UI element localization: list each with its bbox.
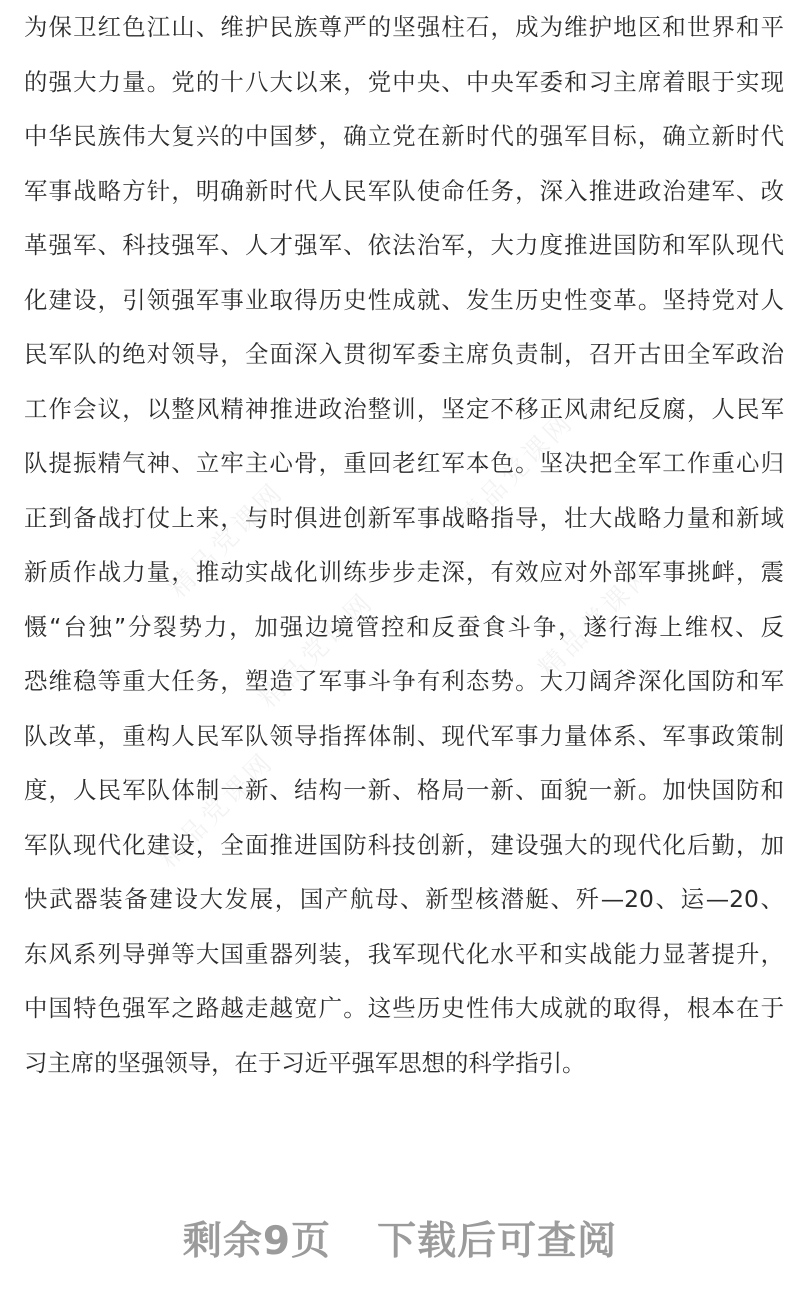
watermark: 精品党课网 (163, 476, 291, 604)
text-line: 工作会议，以整风精神推进政治整训，坚定不移正风肃纪反腐，人民军 (24, 394, 784, 423)
text-line: 队提振精气神、立牢主心骨，重回老红军本色。坚决把全军工作重心归 (24, 449, 784, 477)
text-line: 军队现代化建设，全面推进国防科技创新，建设强大的现代化后勤，加 (24, 830, 784, 859)
download-to-view-label[interactable]: 下载后可查阅 (377, 1219, 618, 1264)
watermark: 精品党课网 (533, 556, 661, 684)
text-line: 革强军、科技强军、人才强军、依法治军，大力度推进国防和军队现代 (24, 231, 784, 259)
text-line: 中华民族伟大复兴的中国梦，确立党在新时代的强军目标，确立新时代 (24, 122, 784, 150)
text-line: 快武器装备建设大发展，国产航母、新型核潜艇、歼—20、运—20、 (24, 885, 784, 913)
text-line: 化建设，引领强军事业取得历史性成就、发生历史性变革。坚持党对人 (24, 285, 784, 314)
watermark: 精品党课网 (153, 746, 281, 874)
text-line: 为保卫红色江山、维护民族尊严的坚强柱石，成为维护地区和世界和平 (24, 13, 784, 41)
watermark: 精品党课网 (253, 586, 381, 714)
text-line: 队改革，重构人民军队领导指挥体制、现代军事力量体系、军事政策制 (24, 721, 784, 750)
text-line: 的强大力量。党的十八大以来，党中央、中央军委和习主席着眼于实现 (24, 67, 784, 96)
text-line: 正到备战打仗上来，与时俱进创新军事战略指导，壮大战略力量和新域 (24, 503, 784, 532)
watermark: 精品党课网 (453, 406, 581, 534)
text-line: 军事战略方针，明确新时代人民军队使命任务，深入推进政治建军、改 (24, 176, 784, 205)
text-line: 慑“台独”分裂势力，加强边境管控和反蚕食斗争，遂行海上维权、反 (24, 612, 784, 641)
download-more-banner[interactable] (0, 1208, 800, 1268)
text-line: 东风系列导弹等大国重器列装，我军现代化水平和实战能力显著提升， (24, 939, 784, 968)
article-body (24, 4, 784, 1094)
remaining-pages-label[interactable]: 剩余9页 (182, 1219, 332, 1264)
text-line-last: 习主席的坚强领导，在于习近平强军思想的科学指引。 (24, 1048, 586, 1077)
text-line: 新质作战力量，推动实战化训练步步走深，有效应对外部军事挑衅，震 (24, 558, 784, 586)
text-line: 度，人民军队体制一新、结构一新、格局一新、面貌一新。加快国防和 (24, 776, 784, 804)
text-line: 民军队的绝对领导，全面深入贯彻军委主席负责制，召开古田全军政治 (24, 340, 784, 368)
text-line: 中国特色强军之路越走越宽广。这些历史性伟大成就的取得，根本在于 (24, 994, 784, 1022)
text-line: 恐维稳等重大任务，塑造了军事斗争有利态势。大刀阔斧深化国防和军 (24, 667, 784, 695)
